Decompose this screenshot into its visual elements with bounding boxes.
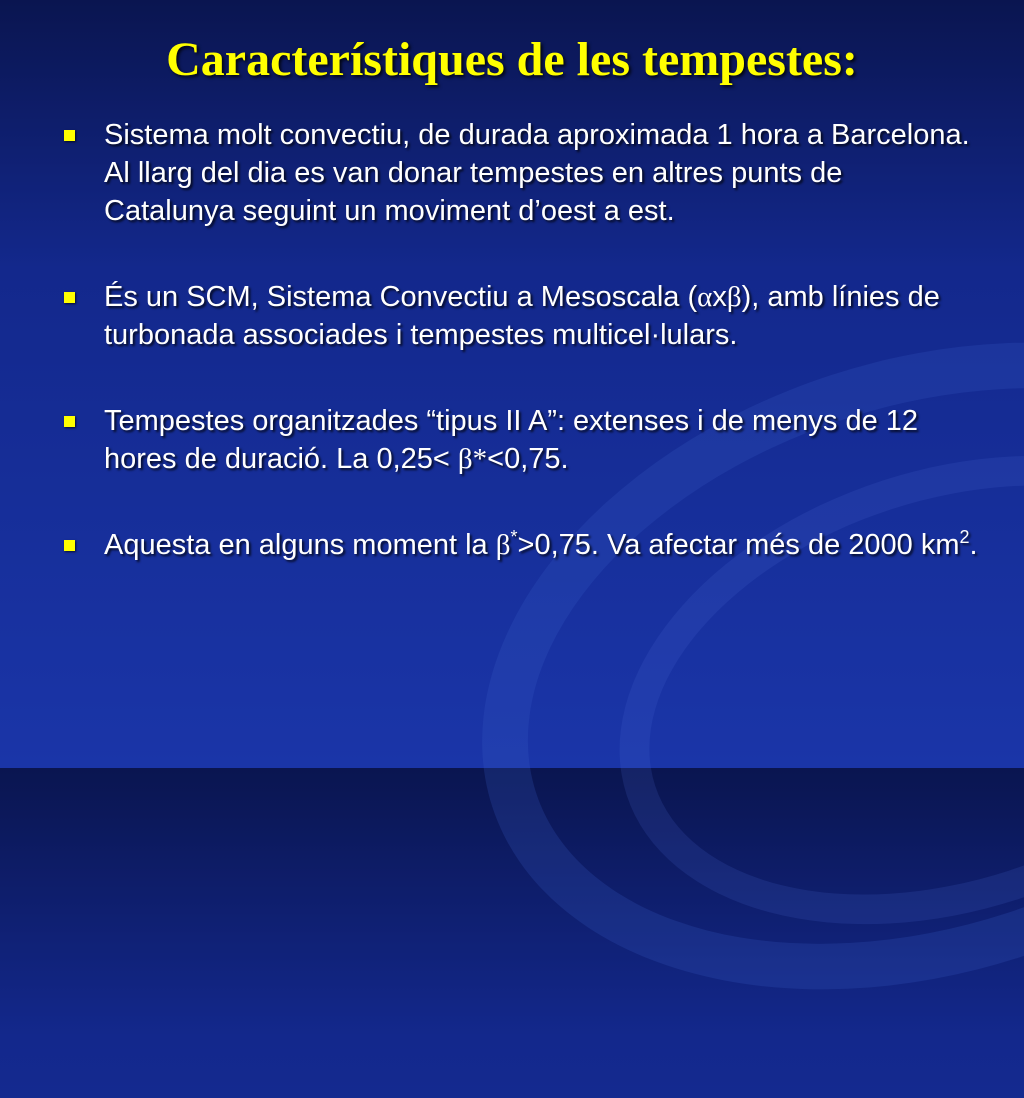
square-bullet-icon <box>64 416 75 427</box>
bullet-text: Sistema molt convectiu, de durada aproximada 1 hora a Barcelona. Al llarg del dia es van donar tempestes en altres punts de Catalunya seguint un moviment d’oest a est. <box>104 119 970 227</box>
bullet-item <box>60 526 980 564</box>
bullet-item <box>60 116 980 230</box>
superscript-two: 2 <box>959 527 970 547</box>
beta-symbol: β <box>495 529 511 561</box>
bullet-text: Aquesta en alguns moment la β*>0,75. Va afectar més de 2000 $km^2$. <box>104 527 978 561</box>
bullet-text: Tempestes organitzades “tipus II A”: extenses i de menys de 12 hores de duració. La 0,25< β*<0,75. <box>104 405 919 475</box>
bullet-item <box>60 402 980 478</box>
beta-star-symbol: β* <box>457 443 488 475</box>
square-bullet-icon <box>64 292 75 303</box>
square-bullet-icon <box>64 130 75 141</box>
bullet-list <box>60 116 980 564</box>
square-bullet-icon <box>64 540 75 551</box>
bullet-item <box>60 278 980 354</box>
superscript-star: * <box>510 527 518 547</box>
bullet-text: És un SCM, Sistema Convectiu a Mesoscala (αxβ), amb línies de turbonada associades i tempestes multicel·lulars. <box>104 281 940 351</box>
slide-title: Característiques de les tempestes: <box>166 33 858 86</box>
alpha-symbol: α <box>697 281 713 313</box>
beta-symbol: β <box>726 281 742 313</box>
